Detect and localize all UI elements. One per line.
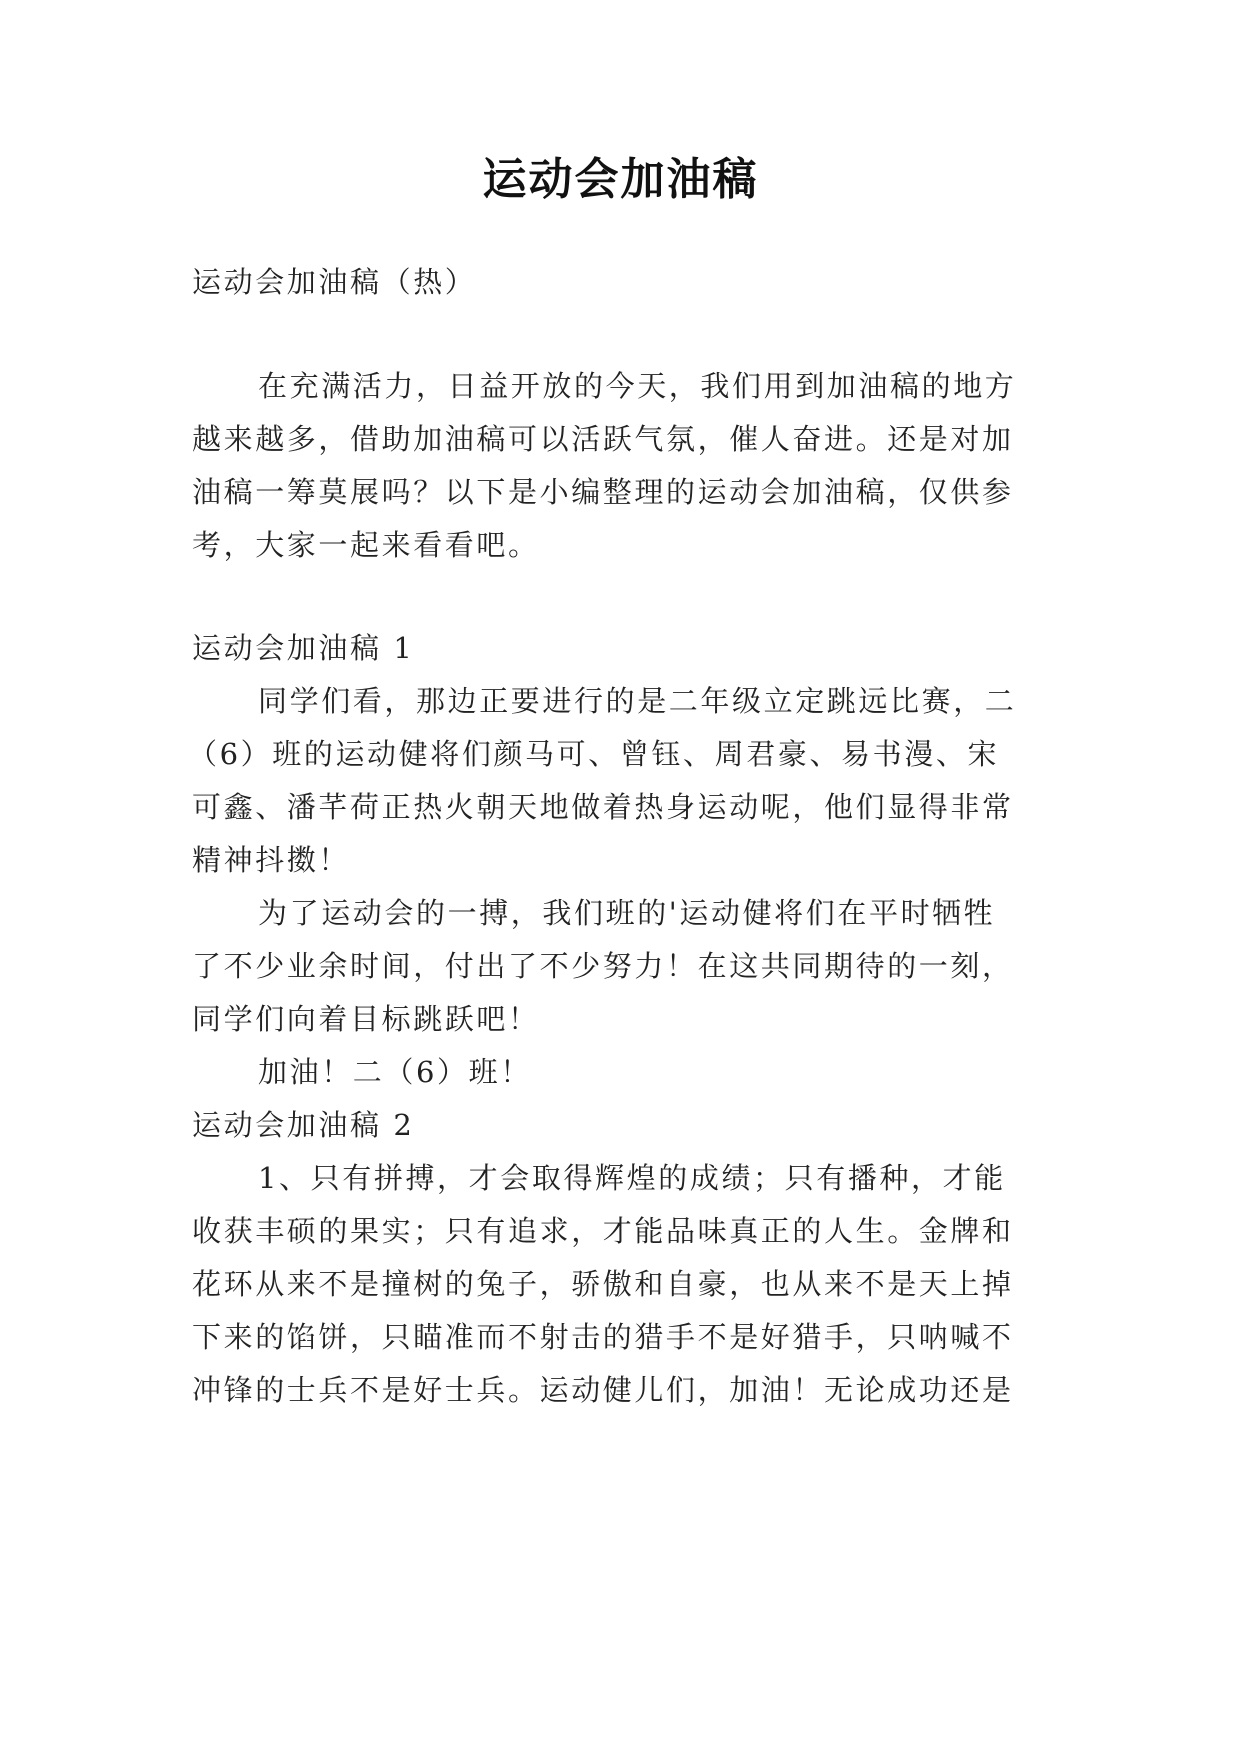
- intro-line: 越来越多，借助加油稿可以活跃气氛，催人奋进。还是对加: [192, 422, 1014, 456]
- section-heading: 运动会加油稿 1: [192, 631, 415, 665]
- paragraph-line: 了不少业余时间，付出了不少努力！在这共同期待的一刻，: [192, 949, 1014, 983]
- paragraph-line: 花环从来不是撞树的兔子，骄傲和自豪，也从来不是天上掉: [192, 1267, 1014, 1301]
- document-subtitle: 运动会加油稿（热）: [192, 265, 477, 299]
- paragraph-line: （6）班的运动健将们颜马可、曾钰、周君豪、易书漫、宋: [188, 737, 1000, 771]
- intro-line: 在充满活力，日益开放的今天，我们用到加油稿的地方: [258, 369, 1017, 403]
- paragraph-line: 冲锋的士兵不是好士兵。运动健儿们，加油！无论成功还是: [192, 1373, 1014, 1407]
- document-title: 运动会加油稿: [482, 154, 759, 205]
- paragraph-line: 为了运动会的一搏，我们班的'运动健将们在平时牺牲: [258, 896, 996, 930]
- section-heading: 运动会加油稿 2: [192, 1108, 415, 1142]
- paragraph-line: 精神抖擞！: [192, 843, 351, 877]
- paragraph-line: 同学们看，那边正要进行的是二年级立定跳远比赛，二: [258, 684, 1017, 718]
- paragraph-line: 可鑫、潘芊荷正热火朝天地做着热身运动呢，他们显得非常: [192, 790, 1014, 824]
- intro-line: 油稿一筹莫展吗？以下是小编整理的运动会加油稿，仅供参: [192, 475, 1014, 509]
- paragraph-line: 同学们向着目标跳跃吧！: [192, 1002, 540, 1036]
- intro-line: 考，大家一起来看看吧。: [192, 528, 540, 562]
- paragraph-line: 下来的馅饼，只瞄准而不射击的猎手不是好猎手，只呐喊不: [192, 1320, 1014, 1354]
- paragraph-line: 收获丰硕的果实；只有追求，才能品味真正的人生。金牌和: [192, 1214, 1014, 1248]
- paragraph-line: 1、只有拼搏，才会取得辉煌的成绩；只有播种，才能: [258, 1161, 1006, 1195]
- paragraph-line: 加油！二（6）班！: [258, 1055, 532, 1089]
